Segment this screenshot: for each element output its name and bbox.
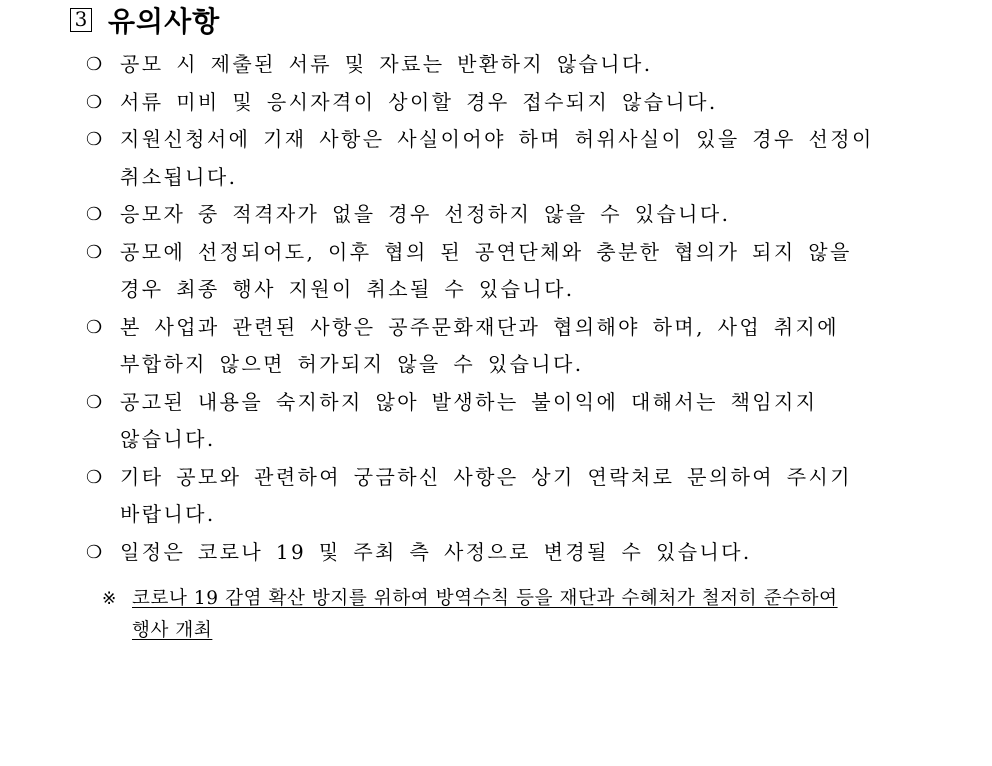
notice-item bbox=[86, 459, 946, 534]
notice-item bbox=[86, 534, 946, 572]
circle-bullet-icon: ❍ bbox=[86, 204, 105, 225]
notice-item bbox=[86, 309, 946, 384]
circle-bullet-icon: ❍ bbox=[86, 129, 105, 150]
notice-text-line: 바랍니다. bbox=[120, 502, 216, 526]
notice-text-line: 기타 공모와 관련하여 궁금하신 사항은 상기 연락처로 문의하여 주시기 bbox=[120, 464, 852, 489]
notice-text-line: 서류 미비 및 응시자격이 상이할 경우 접수되지 않습니다. bbox=[120, 89, 718, 114]
notice-item bbox=[86, 84, 946, 122]
notice-text-line: 경우 최종 행사 지원이 취소될 수 있습니다. bbox=[120, 277, 575, 301]
section-number-box: 3 bbox=[70, 8, 92, 32]
footnote-text-line: 행사 개최 bbox=[132, 620, 213, 641]
notice-text-line: 지원신청서에 기재 사항은 사실이어야 하며 허위사실이 있을 경우 선정이 bbox=[120, 127, 874, 151]
section-heading bbox=[70, 2, 220, 38]
circle-bullet-icon: ❍ bbox=[86, 241, 105, 263]
footnote-text bbox=[132, 583, 838, 647]
section-title: 유의사항 bbox=[108, 5, 221, 38]
circle-bullet-icon: ❍ bbox=[86, 316, 105, 338]
circle-bullet-icon: ❍ bbox=[86, 466, 105, 488]
circle-bullet-icon: ❍ bbox=[86, 391, 105, 413]
notice-item bbox=[86, 196, 946, 234]
notice-item bbox=[86, 234, 946, 309]
notice-text-line: 취소됩니다. bbox=[120, 164, 238, 189]
reference-mark: ※ bbox=[102, 589, 117, 609]
notice-text-line: 부합하지 않으면 허가되지 않을 수 있습니다. bbox=[120, 352, 584, 376]
notice-text-line: 공모에 선정되어도, 이후 협의 된 공연단체와 충분한 협의가 되지 않을 bbox=[120, 239, 852, 264]
notice-list bbox=[86, 46, 946, 571]
notice-text-line: 공고된 내용을 숙지하지 않아 발생하는 불이익에 대해서는 책임지지 bbox=[120, 389, 818, 414]
notice-text-line: 응모자 중 적격자가 없을 경우 선정하지 않을 수 있습니다. bbox=[120, 202, 731, 226]
notice-text-line: 본 사업과 관련된 사항은 공주문화재단과 협의해야 하며, 사업 취지에 bbox=[120, 314, 839, 339]
notice-text-line: 일정은 코로나 19 및 주최 측 사정으로 변경될 수 있습니다. bbox=[120, 539, 752, 564]
notice-text-line: 않습니다. bbox=[120, 427, 216, 451]
circle-bullet-icon: ❍ bbox=[86, 91, 105, 113]
notice-item bbox=[86, 46, 946, 84]
circle-bullet-icon: ❍ bbox=[86, 541, 105, 563]
circle-bullet-icon: ❍ bbox=[86, 54, 105, 75]
notice-text-line: 공모 시 제출된 서류 및 자료는 반환하지 않습니다. bbox=[120, 52, 653, 76]
notice-item bbox=[86, 121, 946, 196]
notice-item bbox=[86, 384, 946, 459]
footnote-text-line: 코로나 19 감염 확산 방지를 위하여 방역수칙 등을 재단과 수혜처가 철저히 준수하여 bbox=[132, 588, 838, 609]
